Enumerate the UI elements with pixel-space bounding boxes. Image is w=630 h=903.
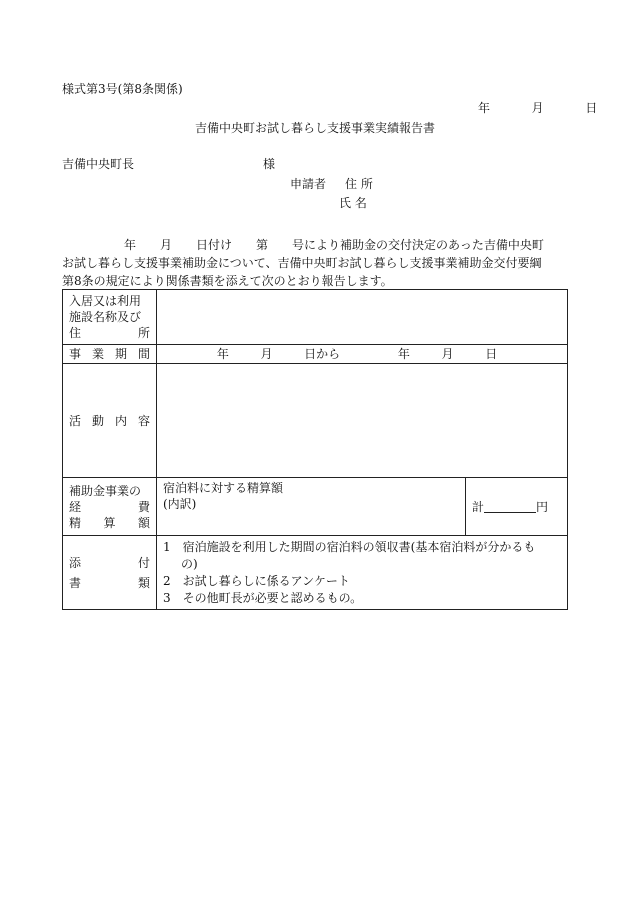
subsidy-label: [63, 478, 157, 536]
facility-label: [63, 290, 157, 345]
facility-label-line-3: [69, 325, 150, 341]
attachment-item-2: 2 お試し暮らしに係るアンケート: [163, 573, 350, 588]
facility-label-line-2: 施設名称及び: [69, 310, 142, 324]
attach-label-line-1: [69, 555, 150, 571]
report-table: [62, 289, 568, 610]
period-from-year: 年: [216, 347, 229, 361]
attachment-item-3: 3 その他町長が必要と認めるもの。: [163, 590, 363, 605]
subsidy-total[interactable]: [466, 478, 568, 536]
period-label: [63, 345, 157, 364]
subsidy-label-sei: 精: [69, 515, 82, 530]
addressee-name: 吉備中央町長: [62, 157, 135, 171]
subsidy-detail[interactable]: [157, 478, 466, 536]
facility-row: [63, 290, 568, 345]
facility-label-ju: 住: [69, 326, 82, 340]
date-month: 月: [531, 101, 544, 115]
attachment-item-1-cont: の): [181, 556, 198, 571]
attach-label-ten: 添: [69, 555, 82, 570]
subsidy-label-line-2: [69, 499, 150, 515]
subsidy-main-label: 宿泊料に対する精算額: [163, 481, 284, 495]
period-from-month: 月: [260, 347, 273, 361]
total-prefix: 計: [472, 499, 485, 514]
date-year: 年: [478, 101, 491, 115]
facility-label-sho: 所: [137, 326, 150, 340]
attachments-list: [157, 536, 568, 610]
attach-label-line-2: [69, 575, 150, 591]
period-from-day: 日から: [304, 347, 341, 361]
applicant-name-label: 氏 名: [339, 196, 367, 210]
attach-label-rui: 類: [137, 575, 150, 590]
subsidy-row: [63, 478, 568, 536]
subsidy-label-line-1: 補助金事業の: [69, 483, 142, 498]
period-to-year: 年: [397, 347, 410, 361]
address-label: 住 所: [345, 177, 373, 191]
activity-label: [63, 364, 157, 478]
report-date: [478, 102, 597, 114]
date-day: 日: [585, 101, 598, 115]
attach-label-fu: 付: [137, 555, 150, 570]
body-line-3: 第8条の規定により関係書類を添えて次のとおり報告します。: [62, 274, 393, 288]
attachment-item-1: 1 宿泊施設を利用した期間の宿泊料の領収書(基本宿泊料が分かるも: [163, 539, 536, 554]
attach-label-sho: 書: [69, 575, 82, 590]
subsidy-label-hi: 費: [137, 499, 150, 514]
activity-label-spread: 活 動 内 容: [69, 413, 150, 428]
document-title: 吉備中央町お試し暮らし支援事業実績報告書: [194, 121, 435, 135]
form-number: 様式第3号(第8条関係): [62, 82, 183, 96]
period-row: [63, 345, 568, 364]
applicant-label: 申請者: [290, 177, 327, 191]
subsidy-breakdown-label: (内訳): [163, 497, 197, 511]
subsidy-label-san: 算: [103, 515, 116, 530]
body-line-2: お試し暮らし支援事業補助金について、吉備中央町お試し暮らし支援事業補助金交付要綱: [62, 256, 542, 270]
report-body: [62, 236, 572, 290]
total-suffix: 円: [536, 499, 549, 514]
body-line-1: 年 月 日付け 第 号により補助金の交付決定のあった吉備中央町: [124, 238, 544, 252]
addressee-honorific: 様: [263, 157, 276, 171]
period-to-month: 月: [441, 347, 454, 361]
facility-label-line-1: 入居又は利用: [69, 294, 142, 308]
activity-row: [63, 364, 568, 478]
subsidy-label-kei: 経: [69, 499, 82, 514]
total-amount-blank[interactable]: [484, 500, 536, 513]
activity-value[interactable]: [157, 364, 568, 478]
attachments-row: [63, 536, 568, 610]
subsidy-label-line-3: [69, 515, 150, 531]
attachments-label: [63, 536, 157, 610]
period-value[interactable]: [157, 345, 568, 364]
subsidy-label-gaku: 額: [137, 515, 150, 530]
period-to-day: 日: [485, 347, 498, 361]
period-label-spread: 事 業 期 間: [69, 347, 150, 361]
applicant-address-row: [290, 178, 373, 190]
facility-value[interactable]: [157, 290, 568, 345]
